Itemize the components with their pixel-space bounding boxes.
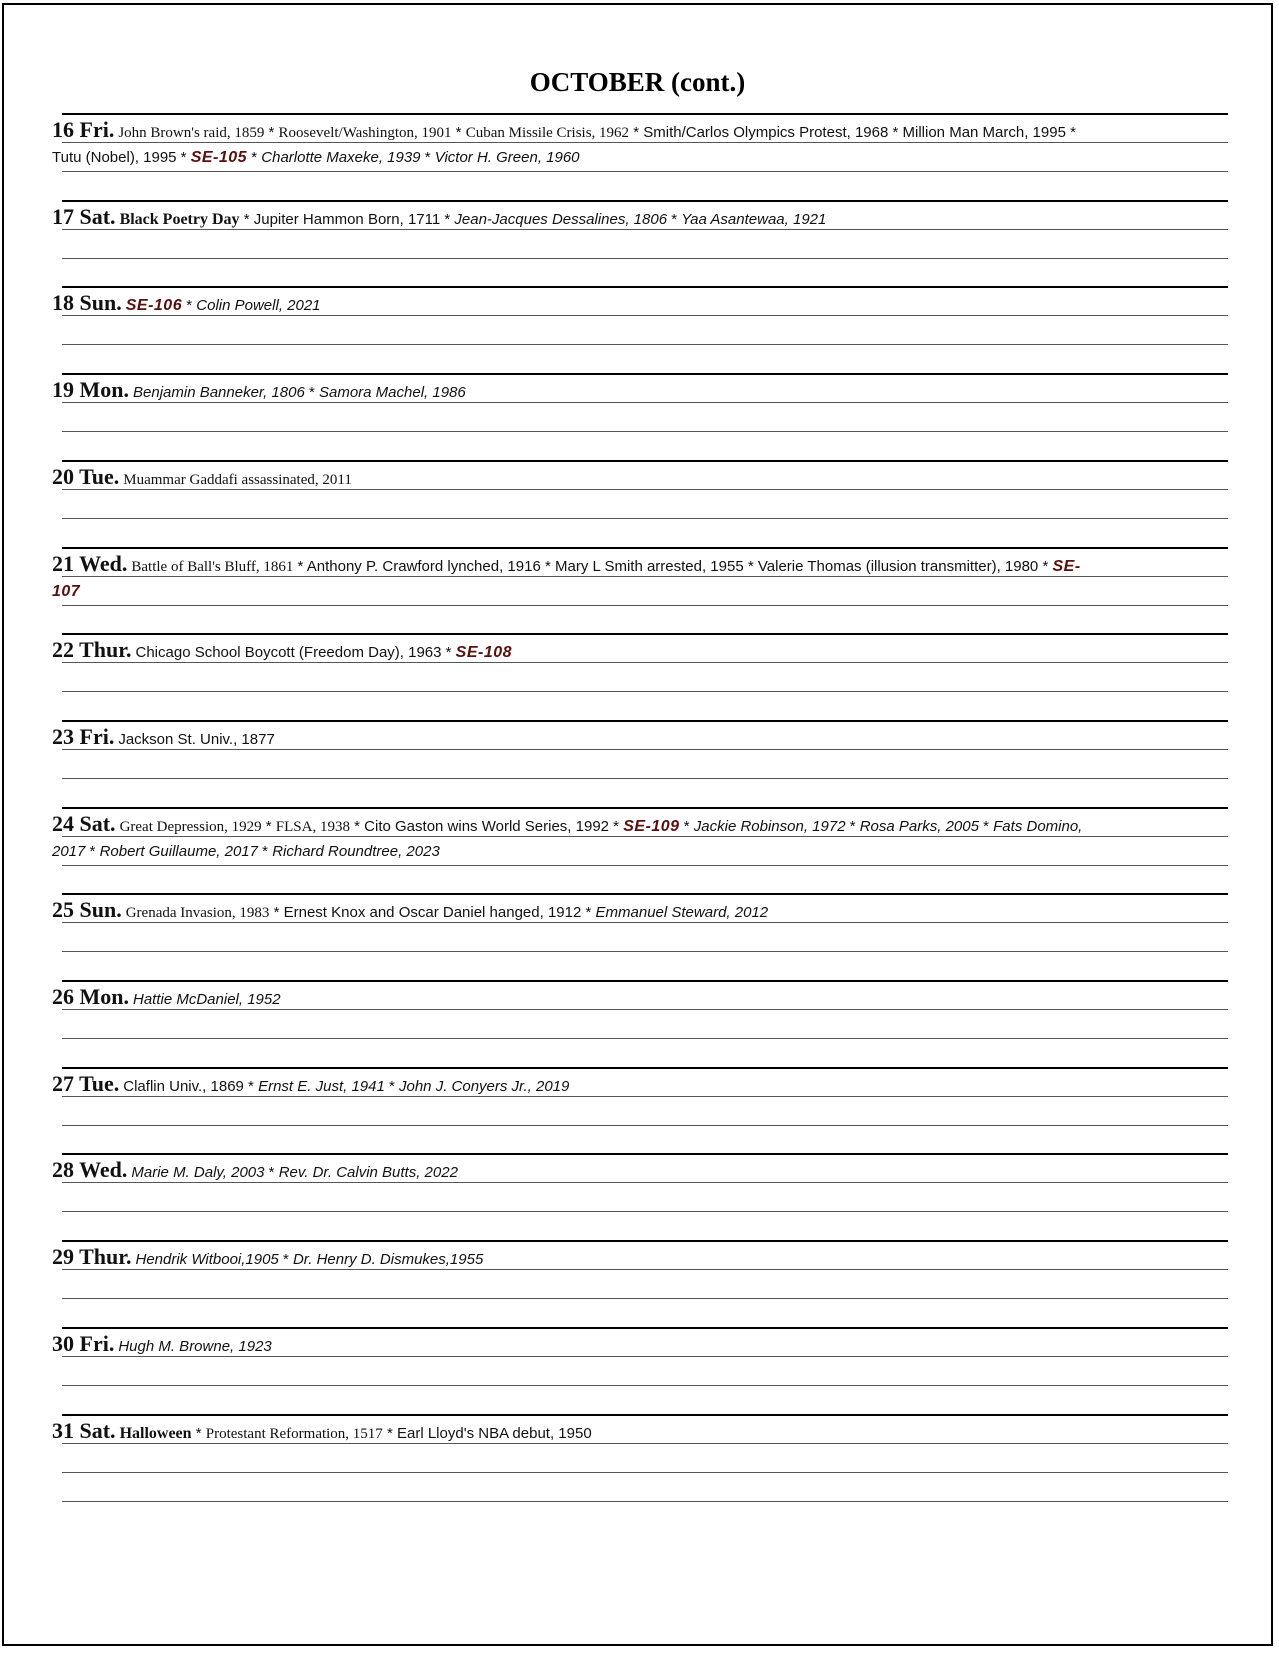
day-entry bbox=[52, 551, 1228, 577]
day-entry bbox=[52, 1331, 1228, 1357]
event-text: Robert Guillaume, 2017 bbox=[99, 842, 258, 860]
separator: * bbox=[384, 1077, 399, 1095]
separator: * bbox=[293, 557, 307, 575]
day-entry-continued bbox=[52, 843, 1228, 861]
event-text: Richard Roundtree, 2023 bbox=[272, 842, 440, 860]
day-entry bbox=[52, 377, 1228, 403]
event-text: Victor H. Green, 1960 bbox=[434, 149, 580, 166]
event-text: John J. Conyers Jr., 2019 bbox=[399, 1077, 570, 1095]
event-text: Valerie Thomas (illusion transmitter), 1980 bbox=[757, 557, 1039, 575]
ruled-line bbox=[62, 865, 1228, 866]
event-text: Jean-Jacques Dessalines, 1806 bbox=[454, 210, 668, 228]
day-label: 16 Fri. bbox=[52, 117, 115, 142]
separator: * bbox=[264, 124, 279, 141]
event-text: John Brown's raid, 1859 bbox=[118, 125, 265, 141]
ruled-line bbox=[62, 344, 1228, 345]
event-text: Battle of Ball's Bluff, 1861 bbox=[131, 558, 294, 575]
ruled-line bbox=[62, 1385, 1228, 1386]
day-label: 21 Wed. bbox=[52, 550, 128, 576]
event-text: Rosa Parks, 2005 bbox=[859, 817, 979, 835]
ruled-line bbox=[62, 1298, 1228, 1299]
event-text: Emmanuel Steward, 2012 bbox=[595, 904, 769, 922]
day-label: 24 Sat. bbox=[52, 810, 116, 836]
ruled-line bbox=[62, 1038, 1228, 1039]
separator: * bbox=[1065, 124, 1076, 141]
event-text: Roosevelt/Washington, 1901 bbox=[278, 125, 452, 141]
separator: * bbox=[441, 644, 456, 662]
separator: * bbox=[264, 1164, 279, 1182]
day-label: 23 Fri. bbox=[52, 723, 115, 749]
separator: * bbox=[304, 384, 319, 402]
event-text: 2017 bbox=[52, 842, 86, 860]
ruled-line bbox=[62, 431, 1228, 432]
separator: * bbox=[243, 1077, 259, 1095]
event-text: Protestant Reformation, 1517 bbox=[205, 1425, 383, 1442]
event-text: Halloween bbox=[119, 1424, 192, 1442]
event-text: Anthony P. Crawford lynched, 1916 bbox=[306, 557, 541, 575]
day-divider bbox=[62, 460, 1228, 462]
day-divider bbox=[62, 373, 1228, 375]
day-entry bbox=[52, 1071, 1228, 1097]
day-entry bbox=[52, 811, 1228, 837]
event-text: Dr. Henry D. Dismukes,1955 bbox=[292, 1251, 484, 1269]
ruled-line bbox=[62, 1211, 1228, 1212]
separator: * bbox=[182, 297, 197, 315]
day-label: 27 Tue. bbox=[52, 1070, 120, 1096]
event-text: Muammar Gaddafi assassinated, 2011 bbox=[123, 471, 352, 488]
day-divider bbox=[62, 547, 1228, 549]
separator: * bbox=[743, 557, 758, 575]
day-label: 28 Wed. bbox=[52, 1157, 128, 1183]
calendar-page bbox=[2, 3, 1273, 1646]
event-text: Grenada Invasion, 1983 bbox=[125, 905, 270, 922]
separator: * bbox=[176, 149, 191, 166]
separator: * bbox=[451, 124, 466, 141]
day-entry bbox=[52, 637, 1228, 663]
ruled-line bbox=[62, 691, 1228, 692]
day-entry bbox=[52, 1244, 1228, 1270]
day-label: 25 Sun. bbox=[52, 897, 122, 923]
day-label: 22 Thur. bbox=[52, 637, 132, 663]
separator: * bbox=[258, 842, 273, 860]
day-label: 30 Fri. bbox=[52, 1330, 115, 1356]
separator: * bbox=[1038, 557, 1053, 575]
event-text: Jackson St. Univ., 1877 bbox=[118, 730, 275, 748]
se-code: SE- bbox=[1052, 557, 1081, 575]
day-divider bbox=[62, 1327, 1228, 1329]
day-divider bbox=[62, 113, 1228, 115]
separator: * bbox=[978, 817, 994, 835]
separator: * bbox=[349, 817, 365, 835]
separator: * bbox=[540, 557, 555, 575]
day-divider bbox=[62, 633, 1228, 635]
separator: * bbox=[85, 842, 100, 860]
event-text: Yaa Asantewaa, 1921 bbox=[681, 210, 827, 228]
event-text: Jackie Robinson, 1972 bbox=[693, 817, 846, 835]
day-divider bbox=[62, 720, 1228, 722]
separator: * bbox=[269, 904, 284, 922]
event-text: Claflin Univ., 1869 bbox=[123, 1077, 244, 1095]
separator: * bbox=[581, 904, 596, 922]
day-divider bbox=[62, 1240, 1228, 1242]
se-code: SE-105 bbox=[190, 149, 248, 166]
ruled-line bbox=[62, 1472, 1228, 1473]
day-divider bbox=[62, 893, 1228, 895]
day-entry bbox=[52, 117, 1228, 143]
ruled-line bbox=[62, 518, 1228, 519]
day-entry bbox=[52, 724, 1228, 750]
separator: * bbox=[261, 817, 276, 835]
ruled-line bbox=[62, 1125, 1228, 1126]
event-text: Hendrik Witbooi,1905 bbox=[135, 1251, 279, 1269]
event-text: Smith/Carlos Olympics Protest, 1968 bbox=[643, 124, 889, 141]
day-label: 19 Mon. bbox=[52, 377, 129, 403]
separator: * bbox=[440, 210, 455, 228]
se-code: SE-108 bbox=[455, 644, 513, 662]
day-label: 26 Mon. bbox=[52, 984, 129, 1009]
event-text: Ernst E. Just, 1941 bbox=[258, 1077, 385, 1095]
day-divider bbox=[62, 1414, 1228, 1416]
event-text: Charlotte Maxeke, 1939 bbox=[261, 149, 421, 166]
event-text: Cuban Missile Crisis, 1962 bbox=[465, 125, 630, 141]
separator: * bbox=[629, 124, 644, 141]
event-text: Fats Domino, bbox=[993, 817, 1083, 835]
event-text: Black Poetry Day bbox=[119, 210, 240, 228]
day-label: 20 Tue. bbox=[52, 463, 120, 489]
event-text: Benjamin Banneker, 1806 bbox=[133, 384, 305, 402]
day-divider bbox=[62, 1067, 1228, 1069]
separator: * bbox=[888, 124, 903, 141]
separator: * bbox=[278, 1251, 293, 1269]
event-text: Marie M. Daly, 2003 bbox=[131, 1164, 265, 1182]
event-text: Jupiter Hammon Born, 1711 bbox=[253, 210, 441, 228]
separator: * bbox=[609, 817, 624, 835]
ruled-line bbox=[62, 171, 1228, 172]
day-label: 18 Sun. bbox=[52, 290, 122, 316]
event-text: Tutu (Nobel), 1995 bbox=[52, 149, 177, 166]
day-label: 31 Sat. bbox=[52, 1417, 116, 1443]
day-entry bbox=[52, 464, 1228, 490]
event-text: Earl Lloyd's NBA debut, 1950 bbox=[397, 1424, 592, 1442]
day-entry bbox=[52, 897, 1228, 923]
day-label: 29 Thur. bbox=[52, 1244, 132, 1270]
ruled-line bbox=[62, 951, 1228, 952]
event-text: Hattie McDaniel, 1952 bbox=[133, 991, 281, 1008]
day-entry bbox=[52, 204, 1228, 230]
day-entry bbox=[52, 984, 1228, 1010]
event-text: Cito Gaston wins World Series, 1992 bbox=[364, 817, 610, 835]
event-text: Million Man March, 1995 bbox=[902, 124, 1066, 141]
separator: * bbox=[845, 817, 860, 835]
se-code: 107 bbox=[52, 582, 81, 600]
separator: * bbox=[239, 210, 254, 228]
event-text: Chicago School Boycott (Freedom Day), 1963 bbox=[135, 644, 442, 662]
event-text: Hugh M. Browne, 1923 bbox=[118, 1337, 272, 1355]
event-text: Great Depression, 1929 bbox=[119, 818, 262, 835]
event-text: Rev. Dr. Calvin Butts, 2022 bbox=[278, 1164, 458, 1182]
ruled-line bbox=[62, 1501, 1228, 1502]
se-code: SE-106 bbox=[125, 297, 183, 315]
separator: * bbox=[420, 149, 435, 166]
day-label: 17 Sat. bbox=[52, 203, 116, 229]
ruled-line bbox=[62, 605, 1228, 606]
day-divider bbox=[62, 286, 1228, 288]
day-entry bbox=[52, 290, 1228, 316]
event-text: Mary L Smith arrested, 1955 bbox=[554, 557, 744, 575]
day-entry-continued bbox=[52, 149, 1228, 167]
day-entry bbox=[52, 1418, 1228, 1444]
day-entry bbox=[52, 1157, 1228, 1183]
se-code: SE-109 bbox=[623, 817, 680, 835]
event-text: Samora Machel, 1986 bbox=[318, 384, 466, 402]
separator: * bbox=[382, 1424, 397, 1442]
event-text: Colin Powell, 2021 bbox=[196, 297, 321, 315]
day-divider bbox=[62, 807, 1228, 809]
event-text: FLSA, 1938 bbox=[275, 818, 350, 835]
day-divider bbox=[62, 980, 1228, 982]
separator: * bbox=[679, 817, 694, 835]
separator: * bbox=[667, 210, 682, 228]
ruled-line bbox=[62, 258, 1228, 259]
separator: * bbox=[191, 1424, 206, 1442]
page-title: OCTOBER (cont.) bbox=[529, 67, 746, 97]
ruled-line bbox=[62, 778, 1228, 779]
separator: * bbox=[247, 149, 262, 166]
day-divider bbox=[62, 1153, 1228, 1155]
day-divider bbox=[62, 200, 1228, 202]
event-text: Ernest Knox and Oscar Daniel hanged, 1912 bbox=[283, 904, 582, 922]
day-entry-continued bbox=[52, 583, 1228, 601]
